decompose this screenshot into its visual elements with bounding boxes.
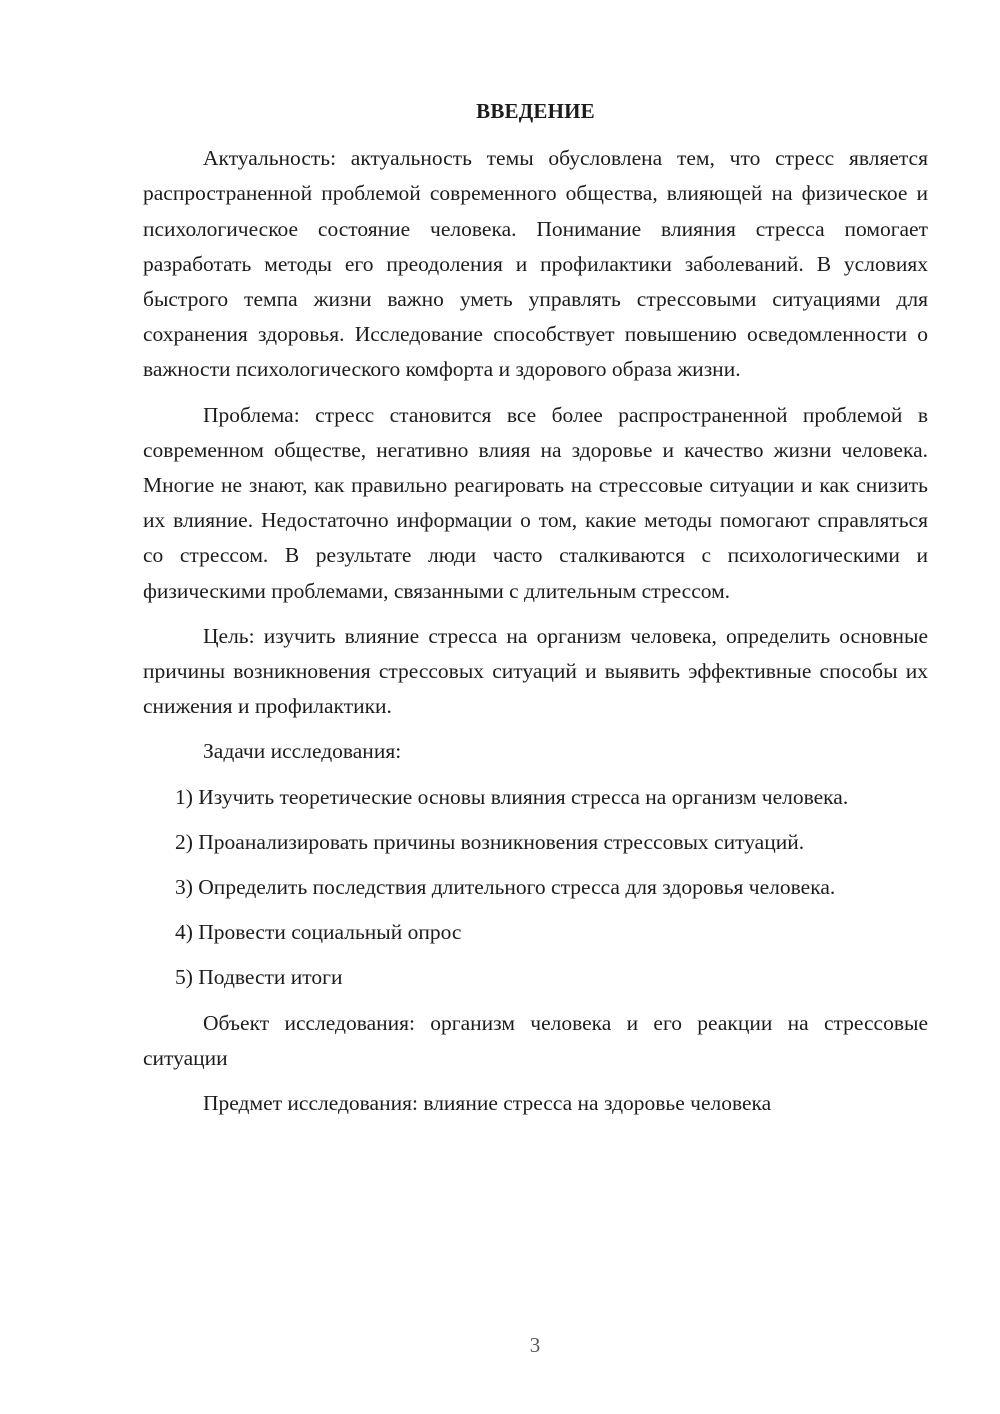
tasks-title: Задачи исследования:: [203, 739, 402, 764]
object-paragraph: Объект исследования: организм человека и его реакции на стрессовые ситуации: [143, 1010, 928, 1070]
task-item-3: 3) Определить последствия длительного стресса для здоровья человека.: [175, 875, 836, 900]
page-number: 3: [529, 1333, 541, 1357]
section-heading: ВВЕДЕНИЕ: [476, 99, 595, 123]
subject-paragraph: Предмет исследования: влияние стресса на здоровье человека: [203, 1091, 772, 1116]
relevance-paragraph: Актуальность: актуальность темы обусловлена тем, что стресс является распространенной проблемой современного общества, влияющей на физическое и психологическое состояние человека. Понимание влияния стресса помогает разработать методы его преодоления и профилактики заболеваний. В условиях быстрого темпа жизни важно уметь управлять стрессовыми ситуациями для сохранения здоровья. Исследование способствует повышению осведомленности о важности психологического комфорта и здорового образа жизни.: [143, 146, 928, 382]
problem-paragraph: Проблема: стресс становится все более распространенной проблемой в современном обществе, негативно влияя на здоровье и качество жизни человека. Многие не знают, как правильно реагировать на стрессовые ситуации и как снизить их влияние. Недостаточно информации о том, какие методы помогают справляться со стрессом. В результате люди часто сталкиваются с психологическими и физическими проблемами, связанными с длительным стрессом.: [143, 402, 928, 603]
task-item-1: 1) Изучить теоретические основы влияния стресса на организм человека.: [175, 784, 849, 809]
task-item-5: 5) Подвести итоги: [175, 965, 343, 990]
document-page: [143, 94, 928, 1131]
goal-paragraph: Цель: изучить влияние стресса на организм человека, определить основные причины возникновения стрессовых ситуаций и выявить эффективные способы их снижения и профилактики.: [143, 623, 928, 719]
task-item-4: 4) Провести социальный опрос: [175, 920, 462, 945]
task-item-2: 2) Проанализировать причины возникновения стрессовых ситуаций.: [175, 829, 805, 854]
